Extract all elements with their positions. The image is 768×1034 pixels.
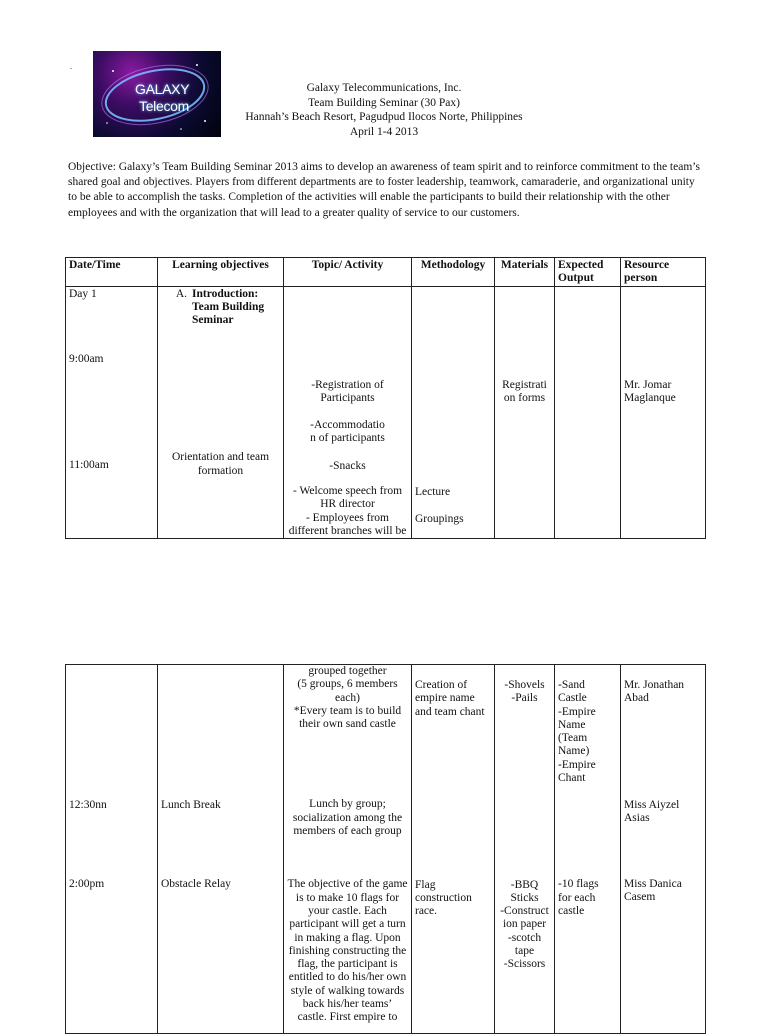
document-header bbox=[230, 81, 538, 139]
cell-methodology bbox=[412, 286, 495, 539]
cell-topic-activity bbox=[284, 665, 412, 1034]
method-empire-line3: and team chant bbox=[415, 705, 485, 718]
cell-materials bbox=[495, 286, 555, 539]
cell-methodology bbox=[412, 665, 495, 1034]
materials-registration-line1: Registrati bbox=[502, 378, 547, 391]
header-resource-line2: person bbox=[624, 272, 658, 285]
output-empire-2: -Empire bbox=[558, 758, 596, 771]
topic-grouped-line5: their own sand castle bbox=[299, 718, 396, 731]
table-row bbox=[66, 286, 706, 539]
topic-grouped-line3: each) bbox=[335, 691, 360, 704]
intro-objective-line2: Team Building bbox=[192, 300, 265, 313]
topic-relay-line8: entitled to do his/her own bbox=[288, 971, 407, 984]
cell-datetime bbox=[66, 665, 158, 1034]
method-flag-line3: race. bbox=[415, 905, 438, 918]
cell-expected-output bbox=[555, 665, 621, 1034]
intro-objective-line1: Introduction: bbox=[192, 287, 259, 300]
topic-grouped-line4: *Every team is to build bbox=[293, 704, 402, 717]
resource-jonathan-line1: Mr. Jonathan bbox=[624, 679, 685, 691]
objective-paragraph: Objective: Galaxy’s Team Building Seminar 2013 aims to develop an awareness of team spirit and to reinforce commitment to the team’s shared goal and objectives. Players from different departments are to foster leadership, teamwork, camaraderie, and organizational unity to be able to accomplish the tasks. Completion of the activities will enable the participants to build their relationship with the other employees and with the organization that will lead to a greater quality of service to our customers. bbox=[68, 161, 700, 219]
output-chant: Chant bbox=[558, 772, 586, 785]
intro-objective bbox=[161, 287, 280, 328]
topic-registration-line2: Participants bbox=[320, 391, 375, 404]
cell-learning-objectives bbox=[158, 286, 284, 539]
schedule-table-part-1 bbox=[65, 257, 706, 539]
header-expected-output-line2: Output bbox=[558, 272, 594, 285]
schedule-table-part-2 bbox=[65, 664, 706, 1034]
topic-welcome-line4: different branches will be bbox=[288, 524, 407, 537]
method-empire-line1: Creation of bbox=[415, 679, 468, 691]
table-row bbox=[66, 665, 706, 1034]
materials-ion-paper: ion paper bbox=[502, 918, 547, 931]
topic-relay-line3: your castle. Each bbox=[308, 904, 387, 917]
materials-scotch: -scotch bbox=[507, 931, 542, 944]
topic-lunch-line3: members of each group bbox=[293, 825, 402, 838]
output-team: (Team bbox=[558, 732, 588, 745]
output-name: Name bbox=[558, 718, 586, 731]
orientation-objective bbox=[161, 451, 280, 478]
resource-jomar-line2: Maglanque bbox=[624, 391, 676, 404]
logo-text-telecom: Telecom bbox=[139, 98, 190, 114]
resource-danica-line2: Casem bbox=[624, 891, 656, 904]
resource-jonathan-line2: Abad bbox=[624, 692, 649, 705]
topic-lunch-line2: socialization among the bbox=[292, 811, 403, 824]
topic-relay-line5: in making a flag. Upon bbox=[294, 931, 401, 944]
topic-grouped-line2: (5 groups, 6 members bbox=[297, 678, 398, 691]
event-title: Team Building Seminar (30 Pax) bbox=[308, 96, 460, 109]
lo-lunch-break: Lunch Break bbox=[161, 799, 221, 811]
table-header-row bbox=[66, 258, 706, 287]
cell-learning-objectives bbox=[158, 665, 284, 1034]
resource-jomar-line1: Mr. Jomar bbox=[624, 378, 672, 391]
topic-relay-line2: is to make 10 flags for bbox=[295, 891, 400, 904]
galaxy-telecom-logo bbox=[93, 51, 221, 137]
materials-bbq: -BBQ bbox=[510, 878, 539, 891]
output-castle: Castle bbox=[558, 692, 587, 705]
output-castle-2: castle bbox=[558, 904, 585, 917]
header-datetime: Date/Time bbox=[66, 258, 158, 287]
topic-grouped-line1: grouped together bbox=[308, 665, 387, 677]
materials-pails: -Pails bbox=[511, 692, 538, 705]
method-groupings: Groupings bbox=[415, 512, 464, 525]
cell-resource-person bbox=[621, 286, 706, 539]
output-sand: -Sand bbox=[558, 679, 585, 691]
list-letter-a: A. bbox=[175, 287, 187, 300]
header-expected-output-line1: Expected bbox=[558, 259, 604, 271]
header-learning-objectives: Learning objectives bbox=[158, 258, 284, 287]
lo-obstacle-relay: Obstacle Relay bbox=[161, 878, 231, 891]
time-200pm: 2:00pm bbox=[69, 878, 105, 891]
materials-tape: tape bbox=[514, 945, 535, 958]
resource-aiyzel-line2: Asias bbox=[624, 811, 650, 824]
orientation-objective-line2: formation bbox=[197, 464, 244, 477]
materials-shovels: -Shovels bbox=[504, 679, 545, 691]
topic-relay-line10: back his/her teams’ bbox=[302, 998, 393, 1011]
time-900am: 9:00am bbox=[69, 352, 104, 365]
logo-text-galaxy: GALAXY bbox=[135, 81, 190, 97]
resource-danica-line1: Miss Danica bbox=[624, 878, 682, 891]
time-1230nn: 12:30nn bbox=[69, 799, 107, 811]
intro-objective-line3: Seminar bbox=[192, 314, 234, 327]
header-resource-person bbox=[621, 258, 706, 287]
company-name: Galaxy Telecommunications, Inc. bbox=[306, 82, 462, 94]
header-topic-activity: Topic/ Activity bbox=[284, 258, 412, 287]
output-for-each: for each bbox=[558, 891, 596, 904]
method-flag-line1: Flag bbox=[415, 878, 436, 891]
topic-lunch-line1: Lunch by group; bbox=[309, 798, 386, 811]
cell-resource-person bbox=[621, 665, 706, 1034]
topic-relay-line1: The objective of the game bbox=[287, 878, 408, 891]
output-team-name: Name) bbox=[558, 745, 590, 758]
header-materials: Materials bbox=[495, 258, 555, 287]
method-empire-line2: empire name bbox=[415, 692, 475, 705]
topic-registration-line1: -Registration of bbox=[311, 378, 384, 391]
resource-aiyzel-line1: Miss Aiyzel bbox=[624, 798, 680, 811]
topic-relay-line4: participant will get a turn bbox=[289, 918, 406, 931]
topic-welcome-line3: - Employees from bbox=[305, 511, 390, 524]
header-methodology: Methodology bbox=[412, 258, 495, 287]
cell-materials bbox=[495, 665, 555, 1034]
event-venue: Hannah’s Beach Resort, Pagudpud Ilocos Norte, Philippines bbox=[245, 111, 523, 123]
time-1100am: 11:00am bbox=[69, 459, 109, 472]
materials-sticks: Sticks bbox=[510, 891, 539, 904]
header-resource-line1: Resource bbox=[624, 259, 670, 271]
topic-welcome-line1: - Welcome speech from bbox=[292, 485, 403, 498]
topic-accommodation-line1: -Accommodatio bbox=[310, 419, 385, 432]
topic-relay-line11: castle. First empire to bbox=[297, 1011, 398, 1024]
topic-welcome-line2: HR director bbox=[320, 498, 375, 511]
day1-label: Day 1 bbox=[69, 287, 97, 300]
event-date: April 1-4 2013 bbox=[349, 125, 419, 138]
materials-scissors: -Scissors bbox=[503, 958, 546, 971]
topic-relay-line9: style of walking towards bbox=[290, 984, 405, 997]
orientation-objective-line1: Orientation and team bbox=[171, 451, 270, 464]
materials-registration-line2: on forms bbox=[503, 391, 546, 404]
topic-snacks: -Snacks bbox=[329, 459, 366, 472]
topic-relay-line7: flag, the participant is bbox=[297, 958, 398, 971]
cell-expected-output bbox=[555, 286, 621, 539]
method-flag-line2: construction bbox=[415, 892, 472, 905]
topic-relay-line6: finishing constructing the bbox=[288, 944, 407, 957]
method-lecture: Lecture bbox=[415, 485, 451, 498]
output-empire: -Empire bbox=[558, 705, 596, 718]
materials-construct: -Construct bbox=[500, 905, 549, 918]
header-expected-output bbox=[555, 258, 621, 287]
stray-dot: . bbox=[70, 62, 72, 71]
cell-datetime bbox=[66, 286, 158, 539]
output-10-flags: -10 flags bbox=[558, 878, 599, 891]
topic-accommodation-line2: n of participants bbox=[310, 432, 385, 445]
cell-topic-activity bbox=[284, 286, 412, 539]
